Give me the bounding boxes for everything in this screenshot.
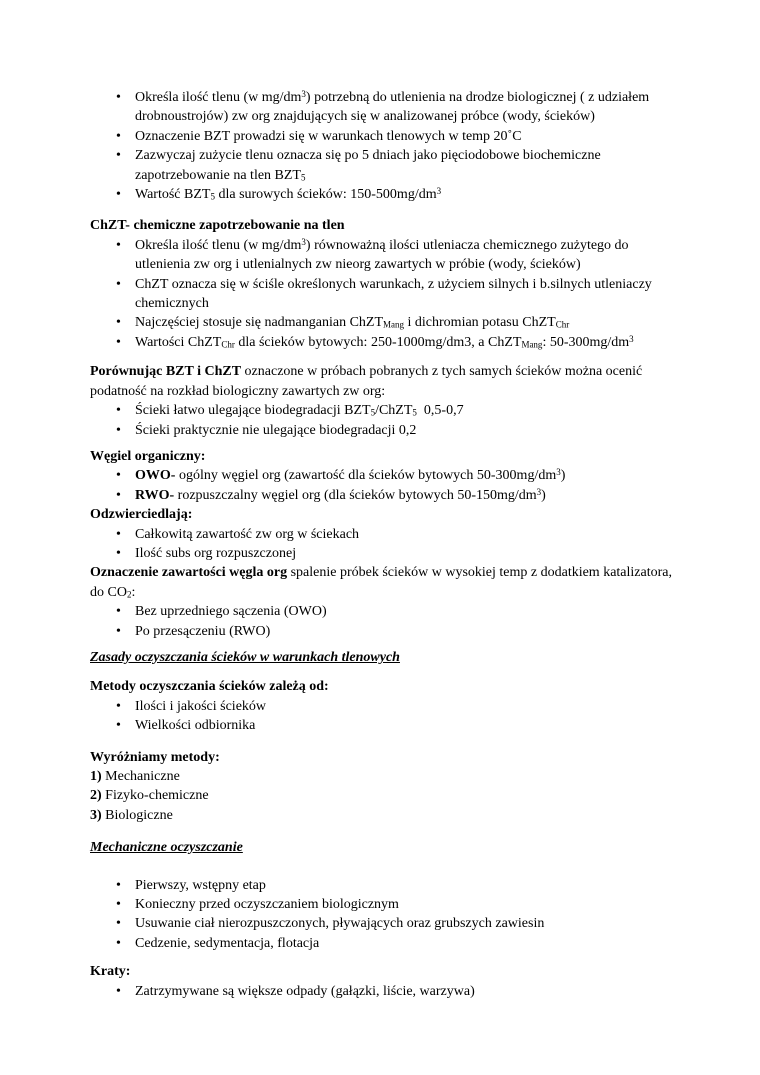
list-item: • Ścieki praktycznie nie ulegające biodegradacji 0,2	[90, 421, 682, 440]
odzwierciedlaja-bullet-list	[90, 525, 682, 564]
list-item: • Bez uprzedniego sączenia (OWO)	[90, 602, 682, 621]
numbered-item: 2) Fizyko-chemiczne	[90, 788, 209, 804]
section-porownanie	[90, 362, 682, 440]
section-heading: Odzwierciedlają:	[90, 507, 193, 523]
section-heading: Wyróżniamy metody:	[90, 749, 220, 765]
section-kraty	[90, 962, 682, 1001]
list-item: • Wielkości odbiornika	[90, 716, 682, 735]
list-item: • Wartości ChZT$_{Chr}$ dla ścieków bytowych: 250-1000mg/dm3, a ChZT$_{Mang}$: $50-300mg/dm^3$	[90, 333, 682, 352]
list-item: • Po przesączeniu (RWO)	[90, 622, 682, 641]
list-item: • Pierwszy, wstępny etap	[90, 876, 682, 895]
section-heading: Węgiel organiczny:	[90, 448, 206, 464]
list-item: • Ścieki łatwo ulegające biodegradacji $BZT_5/ChZT_5$ 0,5-0,7	[90, 401, 682, 420]
section-heading: Metody oczyszczania ścieków zależą od:	[90, 679, 329, 695]
section-zasady	[90, 648, 682, 667]
bzt-bullet-list	[90, 88, 682, 204]
wegiel-bullet-list	[90, 466, 682, 505]
section-metody	[90, 677, 682, 735]
list-item: • Konieczny przed oczyszczaniem biologicznym	[90, 895, 682, 914]
list-item: • ChZT oznacza się w ściśle określonych warunkach, z użyciem silnych i b.silnych utleniaczy chemicznych	[90, 275, 682, 314]
numbered-item: 1) Mechaniczne	[90, 769, 180, 784]
section-wyrozniamy	[90, 748, 682, 826]
list-item: • Wartość $BZT_5$ dla surowych ścieków: $150-500mg/dm^3$	[90, 185, 682, 204]
section-chzt	[90, 216, 682, 352]
chzt-bullet-list	[90, 236, 682, 352]
list-item: • Oznaczenie BZT prowadzi się w warunkach tlenowych w temp 20˚C	[90, 127, 682, 146]
numbered-item: 3) Biologiczne	[90, 807, 173, 823]
list-item: • Całkowitą zawartość zw org w ściekach	[90, 525, 682, 544]
list-item: • Ilości i jakości ścieków	[90, 697, 682, 716]
list-item: • Określa ilość tlenu (w $mg/dm^3$) potrzebną do utlenienia na drodze biologicznej ( z udziałem drobnoustrojów) zw org znajdujących się w analizowanej próbce (wody, ścieków)	[90, 88, 682, 127]
section-mechaniczne	[90, 838, 682, 953]
section-heading: Kraty:	[90, 964, 131, 980]
section-heading: ChZT- chemiczne zapotrzebowanie na tlen	[90, 218, 345, 234]
list-item: • Określa ilość tlenu (w $mg/dm^3$) równoważną ilości utleniacza chemicznego zużytego do utlenienia zw org i utlenialnych zw nieorg zawartych w próbie (wody, ścieków)	[90, 236, 682, 275]
list-item: • Zazwyczaj zużycie tlenu oznacza się po 5 dniach jako pięciodobowe biochemiczne zapotrzebowanie na tlen $BZT_5$	[90, 146, 682, 185]
list-item: • RWO- rozpuszczalny węgiel org (dla ścieków bytowych $50-150mg/dm^3$)	[90, 486, 682, 505]
section-wegiel-organiczny	[90, 447, 682, 641]
kraty-bullet-list	[90, 982, 682, 1001]
section-heading-underlined: Zasady oczyszczania ścieków w warunkach tlenowych	[90, 649, 400, 665]
list-item: • Najczęściej stosuje się nadmanganian ChZT$_{Mang}$ i dichromian potasu ChZT$_{Chr}$	[90, 313, 682, 332]
list-item: • Cedzenie, sedymentacja, flotacja	[90, 934, 682, 953]
oznaczenie-bullet-list	[90, 602, 682, 641]
list-item: • Ilość subs org rozpuszczonej	[90, 544, 682, 563]
list-item: • Usuwanie ciał nierozpuszczonych, pływających oraz grubszych zawiesin	[90, 914, 682, 933]
list-item: • OWO- ogólny węgiel org (zawartość dla ścieków bytowych $50-300mg/dm^3$)	[90, 466, 682, 485]
metody-bullet-list	[90, 697, 682, 736]
paragraph: Porównując BZT i ChZT oznaczone w próbach pobranych z tych samych ścieków można ocenić podatność na rozkład biologiczny zawartych zw org:	[90, 364, 643, 399]
section-bzt	[90, 88, 682, 204]
list-item: • Zatrzymywane są większe odpady (gałązki, liście, warzywa)	[90, 982, 682, 1001]
section-heading-underlined: Mechaniczne oczyszczanie	[90, 840, 243, 856]
mechaniczne-bullet-list	[90, 876, 682, 954]
porownanie-bullet-list	[90, 401, 682, 440]
paragraph: Oznaczenie zawartości węgla org spalenie próbek ścieków w wysokiej temp z dodatkiem katalizatora, do $CO_2$:	[90, 565, 672, 600]
